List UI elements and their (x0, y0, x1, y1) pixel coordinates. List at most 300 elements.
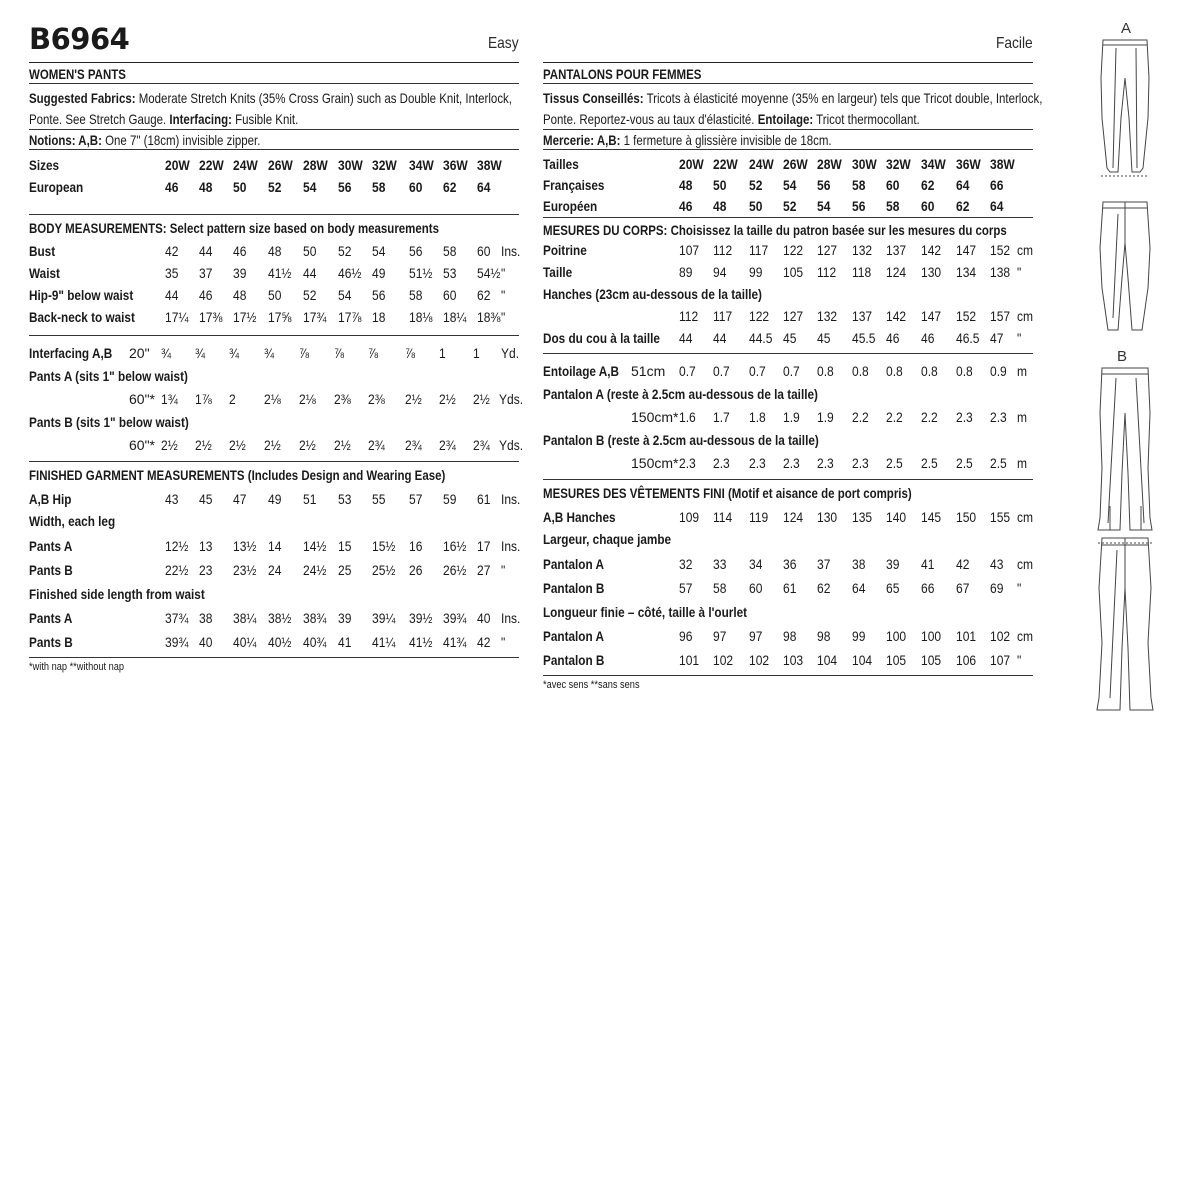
table-cell: 26W (783, 156, 808, 172)
table-cell: 38W (477, 157, 502, 173)
table-cell: 69 (990, 580, 1004, 596)
table-cell: 38¼ (233, 610, 257, 626)
row-label: Sizes (29, 157, 60, 173)
notions-section-fr: Mercerie: A,B: 1 fermeture à glissière invisible de 18cm. (543, 132, 832, 148)
table-cell: 142 (921, 242, 942, 258)
table-cell: 104 (852, 652, 873, 668)
table-cell: 112 (817, 264, 837, 280)
table-cell: 0.8 (886, 363, 903, 379)
table-cell: 130 (817, 509, 838, 525)
table-cell: 2¾ (473, 437, 490, 453)
fabric-width: 51cm (631, 363, 666, 379)
table-cell: 39 (233, 265, 247, 281)
table-cell: 2¾ (368, 437, 385, 453)
table-cell: 66 (990, 177, 1004, 193)
row-label: Pants A (29, 610, 73, 626)
table-cell: 40 (477, 610, 491, 626)
table-cell: 134 (956, 264, 977, 280)
row-label: Pants B (29, 562, 73, 578)
row-label: Taille (543, 264, 573, 280)
row-label: Hip-9" below waist (29, 287, 134, 303)
pants-b-heading: Pants B (sits 1" below waist) (29, 414, 189, 430)
table-cell: 1.7 (713, 409, 730, 425)
footnote: *with nap **without nap (29, 661, 125, 673)
table-cell: 132 (817, 308, 838, 324)
table-cell: 2¾ (405, 437, 422, 453)
table-cell: 54 (783, 177, 797, 193)
table-cell: 23½ (233, 562, 257, 578)
unit-label: Yds. (499, 437, 524, 453)
table-cell: 147 (921, 308, 942, 324)
row-label: Interfacing A,B (29, 345, 113, 361)
finished-measurements: FINISHED GARMENT MEASUREMENTS (Includes Design and Wearing Ease) A,B Hip 43 45 47 49 51 53 55 57 59 61 Ins. Width, each leg Pants A 12½ 13 13½ 14 14½ 15 15½ 16 16½ 17 Ins. Pants B 22½ 23 23½ 24 24½ 25 25½ 26 26½ 27 " Finished side length from waist Pants A 37¾ 38 38¼ 38½ 38¾ 39 39¼ 39½ 39¾ 40 Ins. Pants B 39¾ 40 40¼ 40½ 40¾ 41 41¼ 41½ 41¾ 42 " (29, 467, 521, 650)
table-cell: 2.2 (852, 409, 869, 425)
table-cell: 106 (956, 652, 977, 668)
table-cell: 34W (921, 156, 946, 172)
view-b-label: B (1117, 348, 1128, 365)
table-cell: 56 (852, 198, 866, 214)
table-cell: 152 (956, 308, 977, 324)
table-cell: 36W (956, 156, 981, 172)
row-label: Waist (29, 265, 60, 281)
unit-label: cm (1017, 509, 1034, 525)
table-cell: 26½ (443, 562, 467, 578)
table-cell: 122 (749, 308, 770, 324)
table-cell: 17½ (233, 309, 257, 325)
garment-title-fr: PANTALONS POUR FEMMES (543, 66, 702, 82)
table-cell: 60 (477, 243, 491, 259)
fabric-width: 20" (129, 345, 150, 361)
unit-label: cm (1017, 308, 1034, 324)
table-cell: 54 (372, 243, 386, 259)
table-cell: 2.3 (956, 409, 973, 425)
table-cell: 17 (477, 538, 491, 554)
table-cell: 97 (749, 628, 763, 644)
table-cell: 2.3 (679, 455, 696, 471)
table-cell: 48 (268, 243, 282, 259)
table-cell: 44 (713, 330, 727, 346)
table-cell: 40 (199, 634, 213, 650)
table-cell: 122 (783, 242, 804, 258)
table-cell: 102 (990, 628, 1011, 644)
table-cell: 12½ (165, 538, 189, 554)
table-cell: 2½ (473, 391, 490, 407)
fabrics-section: Suggested Fabrics: Moderate Stretch Knits (35% Cross Grain) such as Double Knit, Interlock, Ponte. See Stretch Gauge. Interfacing: Fusible Knit. (29, 90, 512, 127)
fabric-width: 150cm* (631, 409, 679, 425)
unit-label: " (1017, 264, 1022, 280)
table-cell: 45.5 (852, 330, 876, 346)
table-cell: 58 (713, 580, 727, 596)
table-cell: 24 (268, 562, 282, 578)
table-cell: ¾ (161, 345, 172, 361)
pants-b-front-drawing (1098, 368, 1152, 530)
table-cell: 152 (990, 242, 1011, 258)
table-cell: 50 (713, 177, 727, 193)
table-cell: 2½ (299, 437, 316, 453)
table-cell: 99 (852, 628, 866, 644)
unit-label: Ins. (501, 538, 521, 554)
table-cell: 44 (165, 287, 179, 303)
fabrics-section-fr: Tissus Conseillés: Tricots à élasticité moyenne (35% en largeur) tels que Tricot double, Interlock, Ponte. Reportez-vous au taux d'élasticité. Entoilage: Tricot thermocollant. (543, 90, 1043, 127)
table-cell: 65 (886, 580, 900, 596)
row-label: Poitrine (543, 242, 587, 258)
table-cell: 46 (886, 330, 900, 346)
table-cell: 58 (443, 243, 457, 259)
table-cell: 37¾ (165, 610, 189, 626)
table-cell: 0.7 (749, 363, 766, 379)
table-cell: 42 (477, 634, 491, 650)
width-heading: Width, each leg (29, 513, 116, 529)
table-cell: 40¾ (303, 634, 327, 650)
table-cell: 101 (956, 628, 977, 644)
table-cell: 64 (956, 177, 970, 193)
table-cell: ⅞ (334, 345, 345, 361)
table-cell: 17⅝ (268, 309, 292, 325)
table-cell: 62 (477, 287, 491, 303)
row-label: Pantalon B (543, 580, 605, 596)
header (29, 0, 519, 62)
unit-label: Ins. (501, 491, 521, 507)
yardage-table-fr (543, 354, 1033, 479)
table-cell: 26W (268, 157, 293, 173)
table-cell: 35 (165, 265, 179, 281)
unit-label: Yd. (501, 345, 520, 361)
table-cell: 2½ (405, 391, 422, 407)
table-cell: 33 (713, 556, 727, 572)
table-cell: 2½ (161, 437, 178, 453)
table-cell: 28W (303, 157, 328, 173)
longueur-heading: Longueur finie – côté, taille à l'ourlet (543, 604, 748, 620)
unit-label: m (1017, 363, 1028, 379)
view-a-label: A (1121, 20, 1132, 37)
table-cell: 49 (268, 491, 282, 507)
table-cell: ⅞ (405, 345, 416, 361)
table-cell: 1.9 (817, 409, 834, 425)
table-cell: 135 (852, 509, 873, 525)
table-cell: 137 (852, 308, 873, 324)
table-cell: 62 (817, 580, 831, 596)
table-cell: ⅞ (368, 345, 379, 361)
table-cell: 0.8 (956, 363, 973, 379)
table-cell: 44 (679, 330, 693, 346)
table-cell: 20W (679, 156, 704, 172)
table-cell: 2½ (195, 437, 212, 453)
table-cell: 54 (817, 198, 831, 214)
table-cell: 32W (372, 157, 397, 173)
table-cell: 1¾ (161, 391, 178, 407)
table-cell: 55 (372, 491, 386, 507)
row-label: Entoilage A,B (543, 363, 620, 379)
table-cell: 52 (749, 177, 763, 193)
table-cell: 60 (409, 179, 423, 195)
table-cell: 0.8 (852, 363, 869, 379)
table-cell: 114 (713, 509, 733, 525)
table-cell: 101 (679, 652, 700, 668)
table-cell: 57 (409, 491, 423, 507)
table-cell: 37 (817, 556, 831, 572)
table-cell: 2½ (229, 437, 246, 453)
unit-label: " (1017, 330, 1022, 346)
table-cell: 2½ (334, 437, 351, 453)
table-cell: 39 (886, 556, 900, 572)
table-cell: 48 (679, 177, 693, 193)
table-cell: 48 (233, 287, 247, 303)
french-panel (543, 0, 1043, 691)
table-cell: 18⅛ (409, 309, 433, 325)
table-cell: 42 (165, 243, 179, 259)
table-cell: 104 (817, 652, 838, 668)
row-label: European (29, 179, 84, 195)
table-cell: 38 (852, 556, 866, 572)
table-cell: 45 (817, 330, 831, 346)
table-cell: 38¾ (303, 610, 327, 626)
table-cell: 140 (886, 509, 907, 525)
garment-title: WOMEN'S PANTS (29, 66, 126, 82)
table-cell: 62 (956, 198, 970, 214)
unit-label: Ins. (501, 243, 521, 259)
notions-section: Notions: A,B: One 7" (18cm) invisible zipper. (29, 132, 261, 148)
table-cell: 30W (338, 157, 363, 173)
table-cell: 32 (679, 556, 693, 572)
table-cell: 142 (886, 308, 907, 324)
table-cell: 105 (921, 652, 942, 668)
table-cell: 94 (713, 264, 727, 280)
table-cell: 41 (338, 634, 352, 650)
table-cell: 56 (817, 177, 831, 193)
pantalon-a-heading: Pantalon A (reste à 2.5cm au-dessous de la taille) (543, 386, 818, 402)
table-cell: 2½ (264, 437, 281, 453)
difficulty-level: Easy (488, 35, 519, 52)
unit-label: cm (1017, 556, 1034, 572)
pants-a-front-drawing (1101, 40, 1149, 172)
table-cell: 17⅜ (199, 309, 223, 325)
table-cell: 0.7 (783, 363, 800, 379)
table-cell: 49 (372, 265, 386, 281)
table-cell: 2.3 (783, 455, 800, 471)
unit-label: " (501, 287, 506, 303)
table-cell: 155 (990, 509, 1011, 525)
table-cell: 17¼ (165, 309, 189, 325)
table-cell: 1.8 (749, 409, 766, 425)
table-cell: 52 (338, 243, 352, 259)
table-cell: 2.3 (852, 455, 869, 471)
table-cell: 105 (886, 652, 907, 668)
table-cell: 26 (409, 562, 423, 578)
table-cell: 14½ (303, 538, 327, 554)
table-cell: 38W (990, 156, 1015, 172)
table-cell: 17¾ (303, 309, 327, 325)
table-cell: 2.3 (817, 455, 834, 471)
table-cell: 50 (233, 179, 247, 195)
table-cell: 39¼ (372, 610, 396, 626)
table-cell: 2¾ (439, 437, 456, 453)
table-cell: 48 (713, 198, 727, 214)
table-cell: ⅞ (299, 345, 310, 361)
table-cell: 48 (199, 179, 213, 195)
unit-label: " (501, 562, 506, 578)
table-cell: 54 (338, 287, 352, 303)
table-cell: 45 (199, 491, 213, 507)
row-label: Tailles (543, 156, 579, 172)
table-cell: 0.8 (817, 363, 834, 379)
table-cell: 28W (817, 156, 842, 172)
table-cell: 40½ (268, 634, 292, 650)
fabric-width: 150cm* (631, 455, 679, 471)
table-cell: 54 (303, 179, 317, 195)
footnote-fr: *avec sens **sans sens (543, 679, 640, 691)
table-cell: 24W (749, 156, 774, 172)
table-cell: 61 (477, 491, 491, 507)
table-cell: 46.5 (956, 330, 980, 346)
table-cell: 15 (338, 538, 352, 554)
table-cell: 24W (233, 157, 258, 173)
english-panel (29, 0, 524, 673)
table-cell: 0.8 (921, 363, 938, 379)
length-heading: Finished side length from waist (29, 586, 205, 602)
table-cell: 2.3 (749, 455, 766, 471)
size-table-fr (543, 150, 1033, 217)
pattern-number: B6964 (29, 22, 130, 56)
table-cell: 50 (303, 243, 317, 259)
table-cell: 44 (199, 243, 213, 259)
fabric-width: 60"* (129, 437, 155, 453)
table-cell: 2.5 (886, 455, 903, 471)
table-cell: 52 (303, 287, 317, 303)
table-cell: 51 (303, 491, 317, 507)
table-cell: 52 (268, 179, 282, 195)
table-cell: 34W (409, 157, 434, 173)
table-cell: 2⅛ (299, 391, 316, 407)
unit-label: m (1017, 409, 1028, 425)
table-cell: 38½ (268, 610, 292, 626)
row-label: Européen (543, 198, 598, 214)
table-cell: 23 (199, 562, 213, 578)
table-cell: 60 (749, 580, 763, 596)
table-cell: 1 (439, 345, 446, 361)
table-cell: 17⅞ (338, 309, 362, 325)
table-cell: 2 (229, 391, 236, 407)
unit-label: cm (1017, 628, 1034, 644)
row-label: Françaises (543, 177, 605, 193)
row-label: Pants A (29, 538, 73, 554)
fabric-width: 60"* (129, 391, 155, 407)
table-cell: 41½ (268, 265, 292, 281)
table-cell: 2.2 (886, 409, 903, 425)
size-table (29, 150, 519, 214)
table-cell: 96 (679, 628, 693, 644)
table-cell: 24½ (303, 562, 327, 578)
row-label: Pants B (29, 634, 73, 650)
table-cell: 50 (749, 198, 763, 214)
table-cell: 44 (303, 265, 317, 281)
table-cell: 2.5 (921, 455, 938, 471)
row-label: Pantalon A (543, 628, 604, 644)
table-cell: 59 (443, 491, 457, 507)
table-cell: 43 (165, 491, 179, 507)
table-cell: 0.7 (679, 363, 696, 379)
table-cell: 130 (921, 264, 942, 280)
table-cell: 60 (921, 198, 935, 214)
unit-label: cm (1017, 242, 1034, 258)
table-cell: ¾ (229, 345, 240, 361)
table-cell: 20W (165, 157, 190, 173)
table-cell: 97 (713, 628, 727, 644)
table-cell: 102 (749, 652, 770, 668)
table-cell: 58 (852, 177, 866, 193)
table-cell: 98 (783, 628, 797, 644)
table-cell: 41 (921, 556, 935, 572)
table-cell: 105 (783, 264, 804, 280)
table-cell: 42 (956, 556, 970, 572)
largeur-heading: Largeur, chaque jambe (543, 531, 672, 547)
table-cell: 46 (199, 287, 213, 303)
unit-label: " (1017, 652, 1022, 668)
table-cell: 46 (233, 243, 247, 259)
hip-heading: Hanches (23cm au-dessous de la taille) (543, 286, 762, 302)
table-cell: 132 (852, 242, 873, 258)
table-cell: 64 (990, 198, 1004, 214)
table-cell: 46 (921, 330, 935, 346)
difficulty-level-fr: Facile (996, 35, 1033, 52)
table-cell: ¾ (264, 345, 275, 361)
pants-a-back-drawing (1100, 202, 1150, 330)
table-cell: 46½ (338, 265, 362, 281)
header-fr (543, 0, 1033, 62)
table-cell: 150 (956, 509, 977, 525)
table-cell: ¾ (195, 345, 206, 361)
table-cell: 41½ (409, 634, 433, 650)
table-cell: 62 (443, 179, 457, 195)
table-cell: 147 (956, 242, 977, 258)
table-cell: 27 (477, 562, 491, 578)
table-cell: 60 (443, 287, 457, 303)
table-cell: 56 (372, 287, 386, 303)
table-cell: 41¾ (443, 634, 467, 650)
table-cell: 117 (713, 308, 733, 324)
table-cell: 52 (783, 198, 797, 214)
table-cell: 2.5 (956, 455, 973, 471)
table-cell: 98 (817, 628, 831, 644)
table-cell: 58 (372, 179, 386, 195)
table-cell: 1⅞ (195, 391, 212, 407)
pants-line-art (1086, 18, 1166, 918)
row-label: A,B Hanches (543, 509, 616, 525)
table-cell: 34 (749, 556, 763, 572)
table-cell: 2½ (439, 391, 456, 407)
table-cell: 53 (443, 265, 457, 281)
body-measurements: BODY MEASUREMENTS: Select pattern size based on body measurements Bust 42 44 46 48 50 52 54 56 58 60 Ins. Waist 35 37 39 41½ 44 46½ 49 51½ 53 54½ " Hip-9" below waist 44 46 48 50 52 54 56 58 60 62 " Back-neck to waist 17¼ 17⅜ 17½ 17⅝ 17¾ 17⅞ 18 18⅛ 18¼ 18⅜ " (29, 220, 521, 325)
table-cell: 124 (783, 509, 804, 525)
table-cell: 58 (409, 287, 423, 303)
table-cell: 38 (199, 610, 213, 626)
table-cell: 40¼ (233, 634, 257, 650)
finished-measurements-fr: MESURES DES VÊTEMENTS FINI (Motif et aisance de port compris) A,B Hanches 109 114 119 124 130 135 140 145 150 155 cm Largeur, chaque jambe Pantalon A 32 33 34 36 37 38 39 41 42 43 cm Pantalon B 57 58 60 61 62 64 65 66 67 69 " Longueur finie – côté, taille à l'ourlet Pantalon A 96 97 97 98 98 99 100 100 101 102 cm Pantalon B 101 102 102 103 104 104 105 105 106 107 " (543, 485, 1034, 668)
table-cell: 2.3 (990, 409, 1007, 425)
unit-label: " (501, 634, 506, 650)
table-cell: 39½ (409, 610, 433, 626)
table-cell: 112 (713, 242, 733, 258)
unit-label: Yds. (499, 391, 524, 407)
table-cell: 22½ (165, 562, 189, 578)
table-cell: 62 (921, 177, 935, 193)
table-cell: 2⅛ (264, 391, 281, 407)
table-cell: 60 (886, 177, 900, 193)
row-label: Pantalon A (543, 556, 604, 572)
table-cell: 157 (990, 308, 1011, 324)
table-cell: 2⅜ (334, 391, 351, 407)
table-cell: 2.5 (990, 455, 1007, 471)
row-label: Pantalon B (543, 652, 605, 668)
